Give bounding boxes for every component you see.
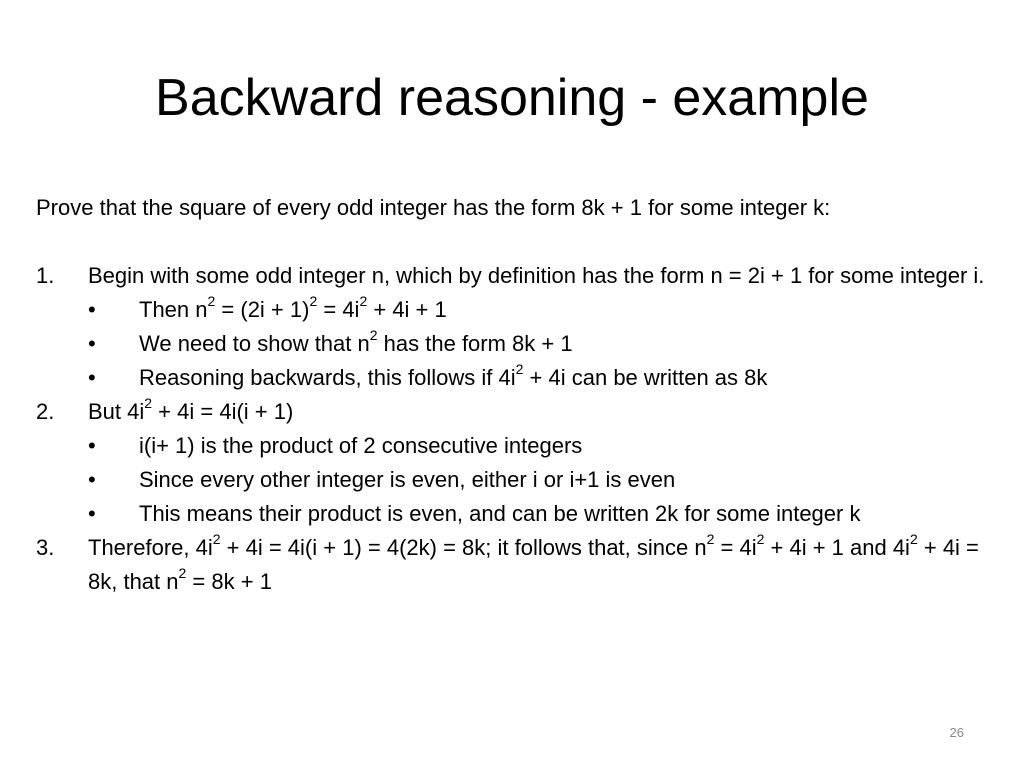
- step-number: 2.: [36, 399, 55, 424]
- text-segment: Begin with some odd integer n, which by definition has the form n = 2i + 1 for some integer i.: [88, 263, 985, 288]
- superscript: 2: [212, 530, 221, 547]
- step-text: [88, 259, 1006, 293]
- text-segment: But 4i: [88, 399, 145, 424]
- superscript: 2: [515, 360, 524, 377]
- text-segment: Since every other integer is even, either i or i+1 is even: [139, 467, 676, 492]
- spacer: [36, 225, 1006, 259]
- superscript: 2: [144, 394, 153, 411]
- step-1-bullet-2: [36, 327, 1006, 361]
- text-segment: + 4i + 1: [367, 297, 447, 322]
- bullet-dot: •: [88, 297, 96, 322]
- problem-statement: Prove that the square of every odd integer has the form 8k + 1 for some integer k:: [36, 195, 831, 220]
- text-segment: This means their product is even, and can be written 2k for some integer k: [139, 501, 861, 526]
- text-segment: Then n: [139, 297, 208, 322]
- text-segment: Reasoning backwards, this follows if 4i: [139, 365, 516, 390]
- step-text: [88, 395, 1006, 429]
- slide-body: [36, 191, 1006, 599]
- superscript: 2: [756, 530, 765, 547]
- bullet-dot: •: [88, 331, 96, 356]
- text-segment: = 8k + 1: [186, 569, 272, 594]
- superscript: 2: [359, 292, 368, 309]
- text-segment: = 4i: [317, 297, 360, 322]
- text-segment: has the form 8k + 1: [377, 331, 573, 356]
- step-2-bullet-1: [36, 429, 1006, 463]
- bullet-dot: •: [88, 467, 96, 492]
- text-segment: + 4i can be written as 8k: [523, 365, 768, 390]
- text-segment: = 4i: [714, 535, 757, 560]
- superscript: 2: [178, 564, 187, 581]
- bullet-dot: •: [88, 365, 96, 390]
- text-segment: Therefore, 4i: [88, 535, 213, 560]
- step-number: 1.: [36, 263, 55, 288]
- step-2-bullet-2: [36, 463, 1006, 497]
- step-text: [88, 531, 1006, 599]
- superscript: 2: [309, 292, 318, 309]
- superscript: 2: [369, 326, 378, 343]
- superscript: 2: [706, 530, 715, 547]
- step-1-bullet-3: [36, 361, 1006, 395]
- bullet-dot: •: [88, 501, 96, 526]
- step-3: [36, 531, 1006, 599]
- text-segment: We need to show that n: [139, 331, 370, 356]
- bullet-dot: •: [88, 433, 96, 458]
- page-number: 26: [949, 725, 964, 740]
- step-number: 3.: [36, 535, 55, 560]
- slide-title: Backward reasoning - example: [155, 69, 869, 127]
- text-segment: + 4i = 4i(i + 1): [152, 399, 294, 424]
- text-segment: + 4i = 4i(i + 1) = 4(2k) = 8k; it follows that, since n: [220, 535, 707, 560]
- step-1-bullet-1: [36, 293, 1006, 327]
- step-1: [36, 259, 1006, 293]
- step-2-bullet-3: [36, 497, 1006, 531]
- text-segment: i(i+ 1) is the product of 2 consecutive integers: [139, 433, 583, 458]
- superscript: 2: [207, 292, 216, 309]
- superscript: 2: [909, 530, 918, 547]
- text-segment: + 4i = 8k, that n: [88, 535, 979, 594]
- text-segment: + 4i + 1 and 4i: [764, 535, 910, 560]
- step-2: [36, 395, 1006, 429]
- text-segment: = (2i + 1): [215, 297, 310, 322]
